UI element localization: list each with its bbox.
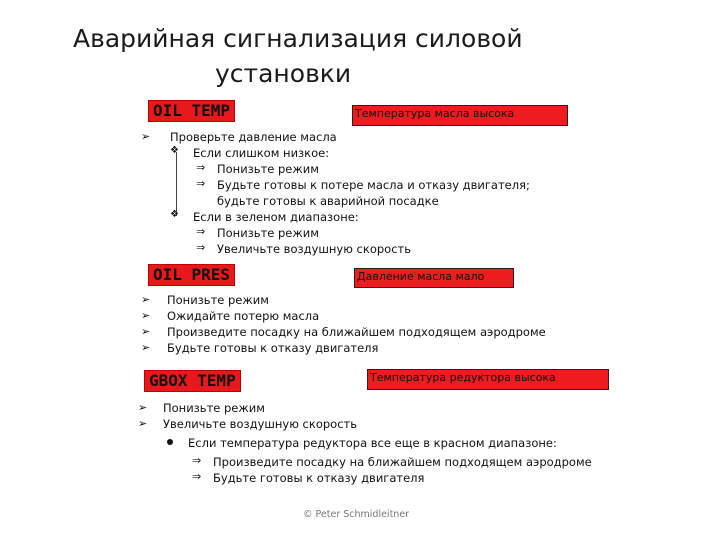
oil-temp-sub-2-a: Понизьте режим [217, 226, 319, 240]
oil-temp-sub-1-b-line1: Будьте готовы к потере масла и отказу двигателя; [217, 178, 530, 192]
oil-pres-item: Ожидайте потерю масла [167, 309, 320, 323]
gbox-temp-item: Понизьте режим [163, 401, 265, 415]
tree-connector [176, 152, 177, 216]
oil-pres-item: Произведите посадку на ближайшем подходящем аэродроме [167, 325, 546, 339]
double-arrow-icon: ⇒ [196, 177, 206, 190]
oil-temp-sub-1-b-line2: будьте готовы к аварийной посадке [217, 194, 439, 208]
oil-temp-sub-1-a: Понизьте режим [217, 162, 319, 176]
double-arrow-icon: ⇒ [196, 225, 206, 238]
arrowhead-bullet-icon: ➢ [138, 417, 148, 430]
slide-title-line2: установки [215, 59, 352, 88]
oil-pres-alert: Давление масла мало [354, 268, 514, 288]
double-arrow-icon: ⇒ [192, 470, 202, 483]
gbox-temp-item: Увеличьте воздушную скорость [163, 417, 357, 431]
oil-temp-alert: Температура масла высока [352, 105, 568, 126]
oil-temp-sub-1: Если слишком низкое: [193, 146, 330, 160]
gbox-temp-label: GBOX TEMP [144, 370, 241, 392]
oil-temp-item-1: Проверьте давление масла [170, 130, 337, 144]
slide-title-line1: Аварийная сигнализация силовой [73, 24, 523, 53]
arrowhead-bullet-icon: ➢ [138, 401, 148, 414]
double-arrow-icon: ⇒ [192, 454, 202, 467]
oil-pres-item: Понизьте режим [167, 293, 269, 307]
gbox-temp-sub: Если температура редуктора все еще в красном диапазоне: [188, 436, 557, 450]
arrowhead-bullet-icon: ➢ [141, 293, 151, 306]
double-arrow-icon: ⇒ [196, 241, 206, 254]
copyright-footer: © Peter Schmidleitner [303, 509, 410, 520]
gbox-temp-sub-a: Произведите посадку на ближайшем подходящем аэродроме [213, 455, 592, 469]
oil-temp-sub-2-b: Увеличьте воздушную скорость [217, 242, 411, 256]
double-arrow-icon: ⇒ [196, 161, 206, 174]
gbox-temp-sub-b: Будьте готовы к отказу двигателя [213, 471, 425, 485]
oil-pres-label: OIL PRES [148, 264, 235, 286]
gbox-temp-alert: Температура редуктора высока [367, 369, 609, 390]
diamond-cluster-icon: ❖ [170, 209, 179, 220]
arrowhead-bullet-icon: ➢ [141, 130, 151, 143]
oil-temp-sub-2: Если в зеленом диапазоне: [193, 210, 359, 224]
round-bullet-icon [167, 439, 173, 445]
arrowhead-bullet-icon: ➢ [141, 309, 151, 322]
oil-pres-item: Будьте готовы к отказу двигателя [167, 341, 379, 355]
diamond-cluster-icon: ❖ [170, 145, 179, 156]
arrowhead-bullet-icon: ➢ [141, 325, 151, 338]
oil-temp-label: OIL TEMP [148, 100, 235, 122]
arrowhead-bullet-icon: ➢ [141, 341, 151, 354]
